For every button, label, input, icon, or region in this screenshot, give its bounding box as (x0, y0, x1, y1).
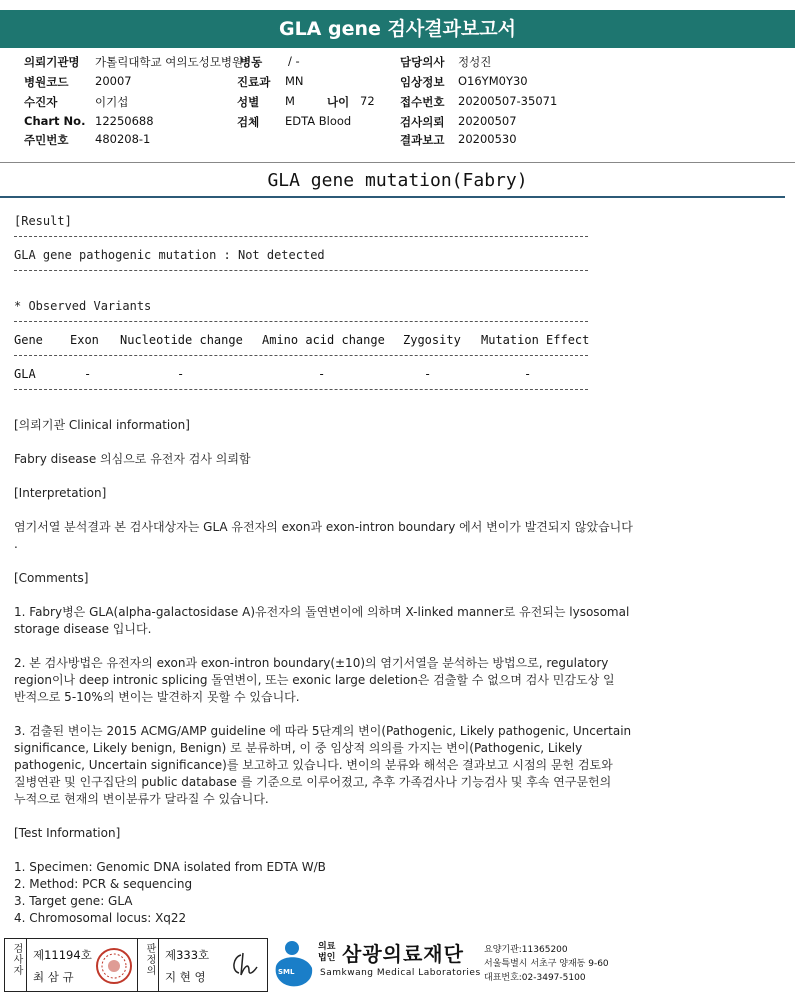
id-value: 480208-1 (95, 132, 151, 146)
id-label: 주민번호 (24, 133, 69, 147)
variants-heading: * Observed Variants (14, 299, 152, 313)
comment-2-line-2: region이나 deep intronic splicing 돌연변이, 또는 exonic large deletion은 검출할 수 없으며 검사 민감도상 일 (14, 673, 615, 687)
clinical-heading: [의뢰기관 Clinical information] (14, 418, 190, 432)
test-info-item: 3. Target gene: GLA (14, 894, 133, 908)
examiner-name: 최 삼 규 (33, 970, 74, 984)
age-value: 72 (360, 94, 375, 108)
org-prefix-2: 법인 (318, 953, 336, 963)
contact-1: 요양기관:11365200 (484, 945, 568, 955)
chart-label: Chart No. (24, 114, 86, 128)
approver-label-cell (137, 939, 159, 991)
dept-value: MN (285, 74, 304, 88)
dash-line (14, 321, 588, 322)
test-info-item: 4. Chromosomal locus: Xq22 (14, 911, 187, 925)
inst-value: 가톨릭대학교 여의도성모병원 (95, 55, 244, 69)
clinical-text: Fabry disease 의심으로 유전자 검사 의뢰함 (14, 452, 251, 466)
test-info-heading: [Test Information] (14, 826, 121, 840)
org-name: 삼광의료재단 (342, 942, 464, 966)
inst-label: 의뢰기관명 (24, 55, 80, 69)
title-rule (0, 196, 785, 198)
comment-1-line-2: storage disease 입니다. (14, 622, 152, 636)
comment-2-line-1: 2. 본 검사방법은 유전자의 exon과 exon-intron boundary(±10)의 염기서열을 분석하는 방법으로, regulatory (14, 656, 609, 670)
logo-text: SML (278, 968, 295, 976)
age-label: 나이 (327, 95, 350, 109)
examiner-label: 검사자 (11, 943, 22, 976)
cell-effect: - (524, 367, 532, 381)
col-zygosity: Zygosity (403, 333, 461, 347)
test-info-item: 1. Specimen: Genomic DNA isolated from EDTA W/B (14, 860, 326, 874)
code-value: 20007 (95, 74, 132, 88)
interpretation-line-2: . (14, 537, 18, 551)
approver-number: 제333호 (165, 948, 210, 962)
report-label: 결과보고 (400, 133, 445, 147)
sex-label: 성별 (237, 95, 260, 109)
cell-zygosity: - (424, 367, 432, 381)
ward-value: / - (288, 54, 300, 68)
contact-3: 대표번호:02-3497-5100 (484, 973, 586, 983)
ward-label: 병동 (240, 55, 263, 69)
interpretation-heading: [Interpretation] (14, 486, 107, 500)
signature-box (4, 938, 268, 992)
comment-3-line-4: 질병연관 및 인구집단의 public database 를 기준으로 이루어졌고, 추후 가족검사나 기능검사 및 후속 연구문헌의 (14, 775, 612, 789)
result-text: GLA gene pathogenic mutation : Not detected (14, 248, 325, 262)
chart-value: 12250688 (95, 114, 154, 128)
dept-label: 진료과 (237, 75, 271, 89)
comment-3-line-3: pathogenic, Uncertain significance)를 보고하고 있습니다. 변이의 분류와 해석은 결과보고 시점의 문헌 검토와 (14, 758, 613, 772)
doctor-value: 정성진 (458, 55, 492, 69)
dash-line (14, 270, 588, 271)
sml-logo-icon (272, 938, 318, 988)
signature-footer (0, 936, 795, 996)
recv-label: 접수번호 (400, 95, 445, 109)
approver-name: 지 현 영 (165, 970, 206, 984)
col-amino: Amino acid change (262, 333, 385, 347)
patient-value: 이기섭 (95, 95, 129, 109)
doctor-label: 담당의사 (400, 55, 445, 69)
interpretation-line-1: 염기서열 분석결과 본 검사대상자는 GLA 유전자의 exon과 exon-intron boundary 에서 변이가 발견되지 않았습니다 (14, 520, 633, 534)
contact-2: 서울특별시 서초구 양재동 9-60 (484, 959, 609, 969)
col-gene: Gene (14, 333, 43, 347)
result-heading: [Result] (14, 214, 72, 228)
report-value: 20200530 (458, 132, 517, 146)
patient-label: 수진자 (24, 95, 58, 109)
comment-1-line-1: 1. Fabry병은 GLA(alpha-galactosidase A)유전자의 돌연변이에 의하며 X-linked manner로 유전되는 lysosomal (14, 605, 630, 619)
dash-line (14, 236, 588, 237)
code-label: 병원코드 (24, 75, 69, 89)
signature-icon (227, 949, 263, 983)
req-value: 20200507 (458, 114, 517, 128)
examiner-label-cell (5, 939, 27, 991)
report-title: GLA gene 검사결과보고서 (0, 10, 795, 48)
specimen-value: EDTA Blood (285, 114, 352, 128)
cell-nucleotide: - (177, 367, 185, 381)
dash-line (14, 355, 588, 356)
col-effect: Mutation Effect (481, 333, 590, 347)
org-prefix-1: 의료 (318, 942, 336, 952)
examiner-number: 제11194호 (33, 948, 92, 962)
info-divider (0, 162, 795, 163)
recv-value: 20200507-35071 (458, 94, 558, 108)
test-info-item: 2. Method: PCR & sequencing (14, 877, 193, 891)
col-nucleotide: Nucleotide change (120, 333, 243, 347)
specimen-label: 검체 (237, 115, 260, 129)
clin-value: O16YM0Y30 (458, 74, 528, 88)
section-title: GLA gene mutation(Fabry) (267, 170, 528, 191)
cell-gene: GLA (14, 367, 36, 381)
col-exon: Exon (70, 333, 99, 347)
sex-value: M (285, 94, 295, 108)
req-label: 검사의뢰 (400, 115, 445, 129)
clin-label: 임상정보 (400, 75, 445, 89)
official-seal-icon (95, 947, 133, 985)
comment-2-line-3: 반적으로 5-10%의 변이는 발견하지 못할 수 있습니다. (14, 690, 300, 704)
cell-amino: - (318, 367, 326, 381)
comment-3-line-5: 누적으로 현재의 변이분류가 달라질 수 있습니다. (14, 792, 269, 806)
comment-3-line-1: 3. 검출된 변이는 2015 ACMG/AMP guideline 에 따라 5단계의 변이(Pathogenic, Likely pathogenic, Uncertain (14, 724, 632, 738)
approver-label: 판정의 (144, 943, 155, 976)
org-english-name: Samkwang Medical Laboratories (320, 968, 481, 978)
cell-exon: - (84, 367, 92, 381)
comment-3-line-2: significance, Likely benign, Benign) 로 분류하며, 이 중 임상적 의의를 가지는 변이(Pathogenic, Likely (14, 741, 583, 755)
comments-heading: [Comments] (14, 571, 89, 585)
dash-line (14, 389, 588, 390)
